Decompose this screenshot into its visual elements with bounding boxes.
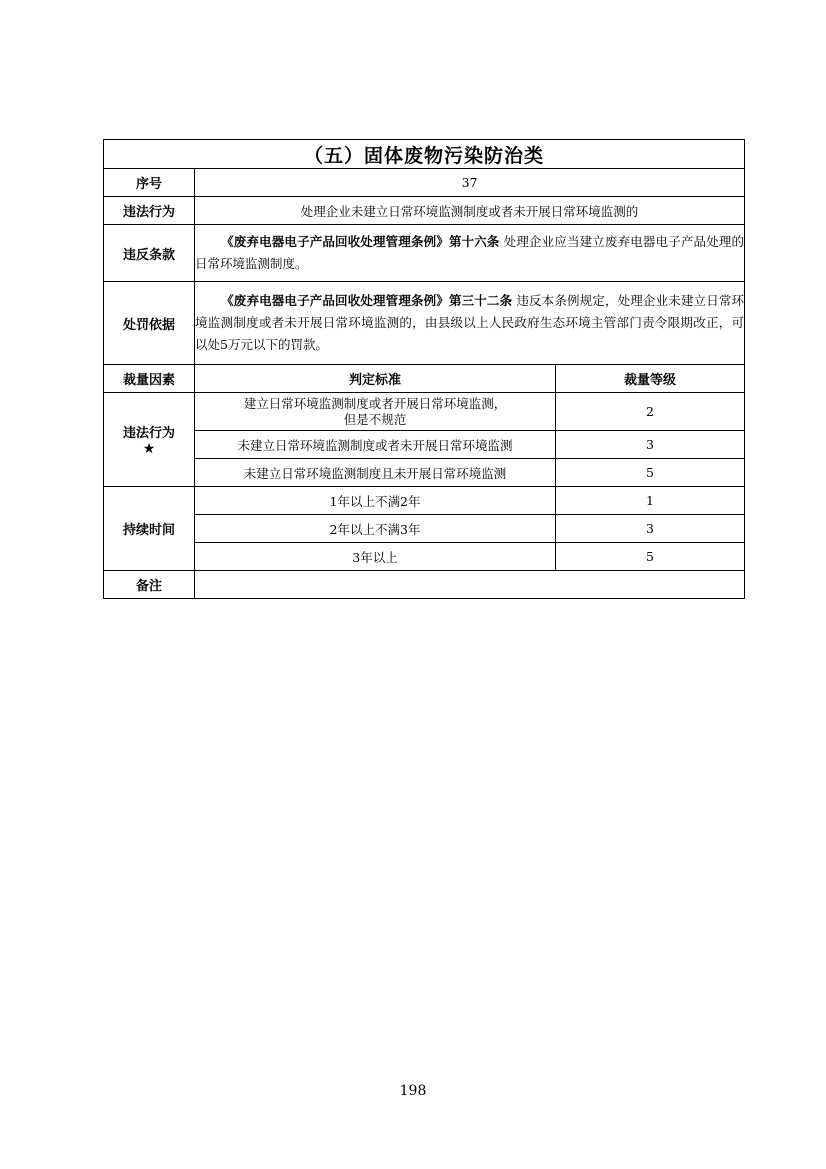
page-number: 198 [399,1083,427,1099]
level-header: 裁量等级 [556,365,745,393]
remarks-value [195,571,745,599]
penalty-basis-text: 违反本条例规定，处理企业未建立日常环境监测制度或者未开展日常环境监测的，由县级以上人民政府生态环境主管部门责令限期改正，可以处5万元以下的罚款。 [195,293,745,352]
remarks-label: 备注 [104,571,195,599]
duration-level-3: 5 [556,543,745,571]
duration-criteria-3: 3年以上 [195,543,556,571]
section-title: （五）固体废物污染防治类 [104,140,745,169]
serial-label: 序号 [104,169,195,197]
serial-value: 37 [195,169,745,197]
violated-clause-law-ref: 《废弃电器电子产品回收处理管理条例》第十六条 [221,234,500,249]
factor-duration-label: 持续时间 [104,487,195,571]
factor-header: 裁量因素 [104,365,195,393]
criteria-header: 判定标准 [195,365,556,393]
violation-label: 违法行为 [104,197,195,225]
factor-behavior-cell [104,393,195,487]
behavior-criteria-1 [195,393,556,431]
behavior-criteria-1-line1: 建立日常环境监测制度或者开展日常环境监测， [243,395,507,411]
penalty-standard-table [103,139,745,599]
duration-criteria-2: 2年以上不满3年 [195,515,556,543]
duration-criteria-1: 1年以上不满2年 [195,487,556,515]
duration-level-1: 1 [556,487,745,515]
violated-clause-content [195,225,745,282]
star-icon: ★ [142,441,156,457]
behavior-criteria-3: 未建立日常环境监测制度且未开展日常环境监测 [195,459,556,487]
penalty-basis-law-ref: 《废弃电器电子产品回收处理管理条例》第三十二条 [221,293,513,308]
violated-clause-label: 违反条款 [104,225,195,282]
behavior-criteria-1-line2: 但是不规范 [343,411,407,427]
penalty-basis-content [195,282,745,365]
factor-behavior-label: 违法行为 [122,426,175,441]
violation-value: 处理企业未建立日常环境监测制度或者未开展日常环境监测的 [195,197,745,225]
behavior-criteria-2: 未建立日常环境监测制度或者未开展日常环境监测 [195,431,556,459]
behavior-level-1: 2 [556,393,745,431]
violated-clause-text: 处理企业应当建立废弃电器电子产品处理的日常环境监测制度。 [195,234,745,271]
duration-level-2: 3 [556,515,745,543]
penalty-basis-label: 处罚依据 [104,282,195,365]
behavior-level-3: 5 [556,459,745,487]
behavior-level-2: 3 [556,431,745,459]
